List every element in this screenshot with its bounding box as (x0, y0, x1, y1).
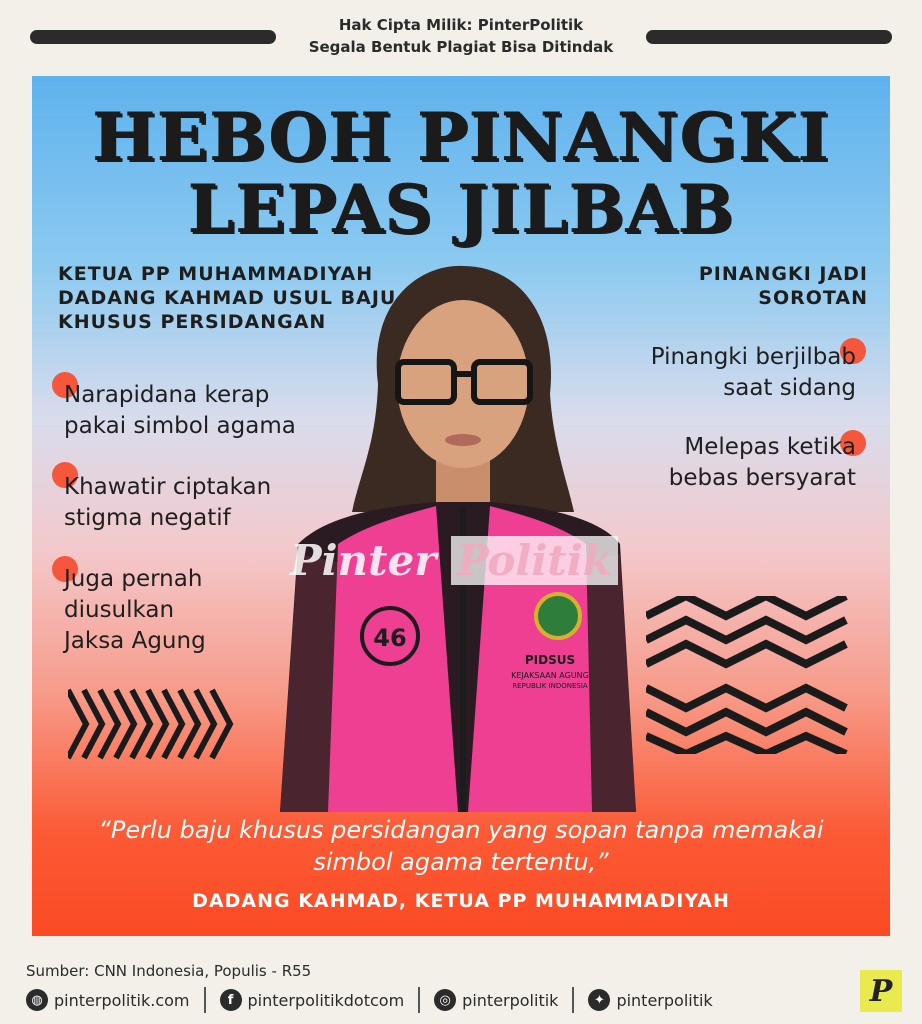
right-heading-line-1: PINANGKI JADI (698, 263, 868, 285)
facebook-icon: f (220, 989, 242, 1011)
right-heading (632, 262, 868, 310)
twitter-icon: ✦ (588, 989, 610, 1011)
lips (445, 434, 481, 446)
infographic-poster (32, 76, 890, 936)
watermark-logo (290, 536, 630, 596)
left-point-2 (64, 472, 271, 534)
divider (204, 987, 206, 1013)
website-link[interactable] (26, 989, 204, 1011)
left-point-3-line-2: diusulkan (64, 597, 175, 623)
vest-label: PIDSUS (524, 653, 576, 667)
right-point-2 (592, 432, 856, 494)
left-point-1-line-2: pakai simbol agama (64, 413, 296, 439)
website-label: pinterpolitik.com (54, 990, 190, 1010)
instagram-label: pinterpolitik (462, 990, 559, 1010)
divider (418, 987, 420, 1013)
quote-line-1: “Perlu baju khusus persidangan yang sopan tanpa memakai (98, 816, 824, 844)
right-point-1 (592, 342, 856, 404)
copyright-notice (276, 14, 646, 58)
vest-sublabel-1: KEJAKSAAN AGUNG (511, 671, 589, 680)
instagram-icon: ◎ (434, 989, 456, 1011)
vest-number: 46 (373, 624, 407, 652)
facebook-link[interactable] (220, 989, 419, 1011)
pinterpolitik-logo: P (860, 970, 902, 1012)
person-photo (268, 244, 648, 812)
footer (0, 958, 922, 1024)
left-heading: KETUA PP MUHAMMADIYAH DADANG KAHMAD USUL BAJU KHUSUS PERSIDANGAN (58, 263, 397, 333)
twitter-link[interactable] (588, 989, 726, 1011)
top-bar (0, 0, 922, 76)
left-point-3-line-1: Juga pernah (64, 566, 203, 592)
left-point-3 (64, 564, 206, 657)
left-point-2-line-1: Khawatir ciptakan (64, 474, 272, 500)
right-point-1-line-1: Pinangki berjilbab (650, 344, 856, 370)
chevron-pattern-left-icon (68, 684, 244, 764)
watermark-part-2: Politik (451, 536, 618, 585)
quote-line-2: simbol agama tertentu,” (313, 848, 609, 876)
decorative-bar-right (646, 30, 892, 44)
emblem-icon (536, 594, 580, 638)
vest-sublabel-2: REPUBLIK INDONESIA (512, 682, 588, 690)
right-point-2-line-2: bebas bersyarat (668, 465, 856, 491)
left-point-3-line-3: Jaksa Agung (64, 628, 206, 654)
watermark-part-1: Pinter (290, 536, 437, 585)
decorative-bar-left (30, 30, 276, 44)
chevron-pattern-right-icon (646, 596, 862, 754)
facebook-label: pinterpolitikdotcom (247, 990, 405, 1010)
twitter-label: pinterpolitik (616, 990, 713, 1010)
quote-attribution: DADANG KAHMAD, KETUA PP MUHAMMADIYAH (192, 890, 730, 912)
left-point-2-line-2: stigma negatif (64, 505, 231, 531)
source-text: Sumber: CNN Indonesia, Populis - R55 (26, 962, 312, 980)
copyright-line-2: Segala Bentuk Plagiat Bisa Ditindak (308, 38, 614, 56)
divider (572, 987, 574, 1013)
right-point-1-line-2: saat sidang (723, 375, 856, 401)
globe-icon: ◍ (26, 989, 48, 1011)
right-point-2-line-1: Melepas ketika (684, 434, 856, 460)
left-point-1-line-1: Narapidana kerap (64, 382, 270, 408)
instagram-link[interactable] (434, 989, 572, 1011)
copyright-line-1: Hak Cipta Milik: PinterPolitik (338, 16, 584, 34)
right-heading-line-2: SOROTAN (758, 287, 868, 309)
quote (62, 814, 860, 878)
social-links (26, 986, 727, 1014)
left-point-1 (64, 380, 296, 442)
title-line-2: LEPAS JILBAB (187, 170, 735, 248)
title-line-1: HEBOH PINANGKI (92, 98, 830, 176)
